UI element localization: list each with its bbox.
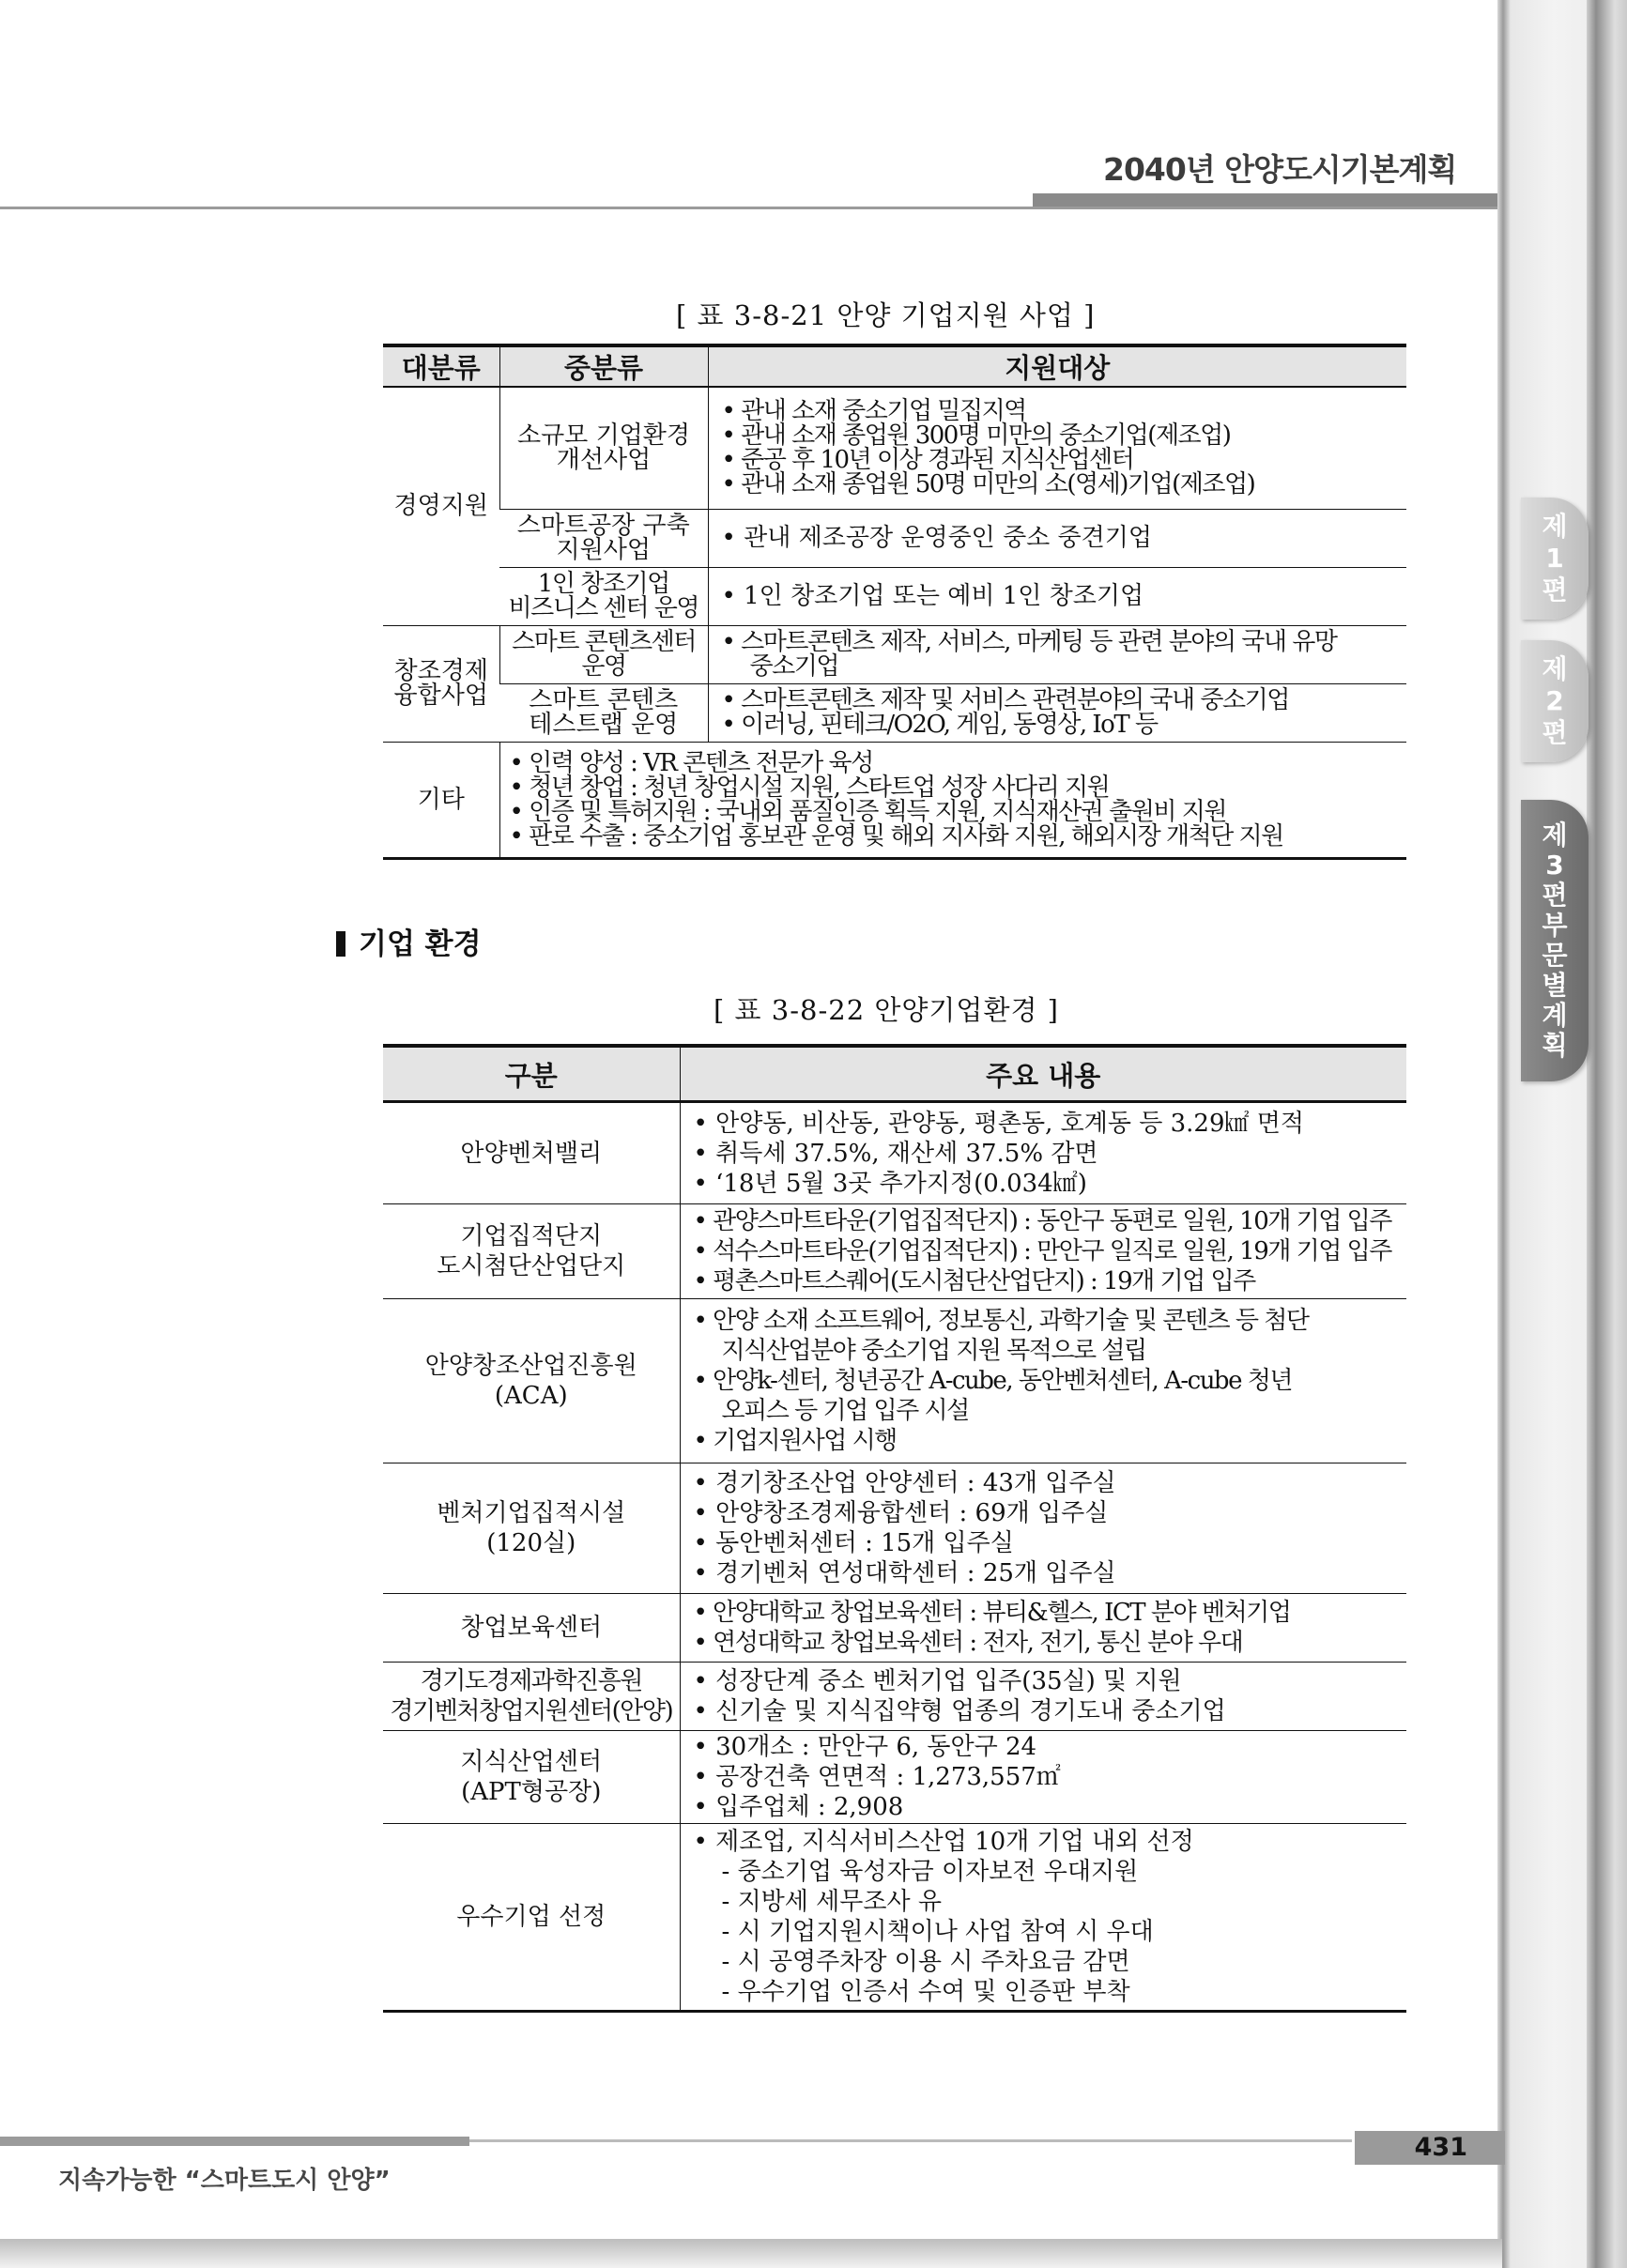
table-row [383,1663,1406,1731]
target-cell [708,683,1406,742]
table-row [383,1299,1406,1463]
table-row [383,1594,1406,1663]
side-tab-part-3[interactable]: 제 3 편 부 문 별 계 획 [1521,800,1589,1081]
list-item: • 석수스마트타운(기업집적단지) : 만안구 일직로 일원, 19개 기업 입주 [694,1236,1402,1266]
category-cell: 경기도경제과학진흥원 경기벤처창업지원센터(안양) [383,1663,680,1731]
list-item: • 취득세 37.5%, 재산세 37.5% 감면 [694,1139,1402,1169]
list-item: • 공장건축 연면적 : 1,273,557㎡ [694,1762,1402,1792]
list-item: • 스마트콘텐츠 제작, 서비스, 마케팅 등 관련 분야의 국내 유망 [722,630,1402,654]
list-item: • 인증 및 특허지원 : 국내외 품질인증 획득 지원, 지식재산권 출원비 지원 [510,800,1402,824]
list-item: • 경기벤처 연성대학센터 : 25개 입주실 [694,1558,1402,1588]
list-item: • ‘18년 5월 3곳 추가지정(0.034㎢) [694,1169,1402,1199]
list-item: • 인력 양성 : VR 콘텐츠 전문가 육성 [510,751,1402,775]
list-item: • 관내 제조공장 운영중인 중소 중견기업 [722,526,1402,550]
table1-caption: [ 표 3-8-21 안양 기업지원 사업 ] [676,299,1096,331]
category-cell: 창업보육센터 [383,1594,680,1663]
content-cell [680,1102,1406,1204]
content-cell [680,1594,1406,1663]
list-item: • 제조업, 지식서비스산업 10개 기업 내외 선정 [694,1827,1402,1857]
footer-rule-thick [0,2137,469,2146]
list-item-continuation: 중소기업 [749,652,838,681]
sub-item: - 시 기업지원시책이나 사업 참여 시 우대 [694,1917,1402,1947]
list-item: • 스마트콘텐츠 제작 및 서비스 관련분야의 국내 중소기업 [722,688,1402,713]
col-header-target: 지원대상 [708,345,1406,387]
sub-item: - 중소기업 육성자금 이자보전 우대지원 [694,1857,1402,1887]
list-item: • 신기술 및 지식집약형 업종의 경기도내 중소기업 [694,1696,1402,1726]
list-item: • 관내 소재 종업원 50명 미만의 소(영세)기업(제조업) [722,472,1402,497]
col-header-content: 주요 내용 [680,1046,1406,1102]
list-item: • 1인 창조기업 또는 예비 1인 창조기업 [722,584,1402,608]
content-cell [680,1731,1406,1824]
table-row [383,1463,1406,1594]
sub-item: - 시 공영주차장 이용 시 주차요금 감면 [694,1947,1402,1977]
footer-rule [469,2139,1352,2142]
list-item: • 관양스마트타운(기업집적단지) : 동안구 동편로 일원, 10개 기업 입주 [694,1206,1402,1236]
table-header-row [383,1046,1406,1102]
list-item: • 입주업체 : 2,908 [694,1792,1402,1822]
mid-cell: 스마트공장 구축 지원사업 [499,509,708,567]
mid-cell: 스마트 콘텐츠 테스트랩 운영 [499,683,708,742]
col-header-major: 대분류 [383,345,499,387]
list-item: • 연성대학교 창업보육센터 : 전자, 전기, 통신 분야 우대 [694,1628,1402,1658]
sub-item: - 우수기업 인증서 수여 및 인증판 부착 [694,1977,1402,2007]
group-cell: 경영지원 [383,387,499,625]
page-edge-shadow [1587,0,1627,2268]
section-heading-text: 기업 환경 [359,927,482,961]
table-business-environment [383,1044,1406,2013]
list-item: • 동안벤처센터 : 15개 입주실 [694,1528,1402,1558]
list-item: • 기업지원사업 시행 [694,1426,1402,1456]
list-item: • 성장단계 중소 벤처기업 입주(35실) 및 지원 [694,1666,1402,1696]
target-cell [708,387,1406,509]
mid-cell: 소규모 기업환경 개선사업 [499,387,708,509]
list-item: • 준공 후 10년 이상 경과된 지식산업센터 [722,448,1402,472]
list-item-continuation: 오피스 등 기업 입주 시설 [721,1397,969,1425]
list-item: • 안양창조경제융합센터 : 69개 입주실 [694,1498,1402,1528]
content-cell [680,1824,1406,2012]
col-header-category: 구분 [383,1046,680,1102]
page-number: 431 [1355,2131,1505,2165]
target-cell [708,567,1406,625]
target-cell [708,509,1406,567]
list-item: • 관내 소재 중소기업 밀집지역 [722,399,1402,423]
list-item: • 판로 수출 : 중소기업 홍보관 운영 및 해외 지사화 지원, 해외시장 개척단 지원 [510,824,1402,849]
mid-cell: 스마트 콘텐츠센터 운영 [499,625,708,683]
table-row [383,1204,1406,1299]
list-item: • 평촌스마트스퀘어(도시첨단산업단지) : 19개 기업 입주 [694,1266,1402,1296]
category-cell: 기업집적단지 도시첨단산업단지 [383,1204,680,1299]
target-cell [499,742,1406,858]
table-row [383,1102,1406,1204]
table-row [383,1731,1406,1824]
content-cell [680,1204,1406,1299]
content-cell [680,1463,1406,1594]
table-row [383,683,1406,742]
table-row [383,625,1406,683]
header-title: 2040년 안양도시기본계획 [1103,151,1457,188]
content-cell [680,1299,1406,1463]
list-item: • 관내 소재 종업원 300명 미만의 중소기업(제조업) [722,423,1402,448]
list-item: • 이러닝, 핀테크/O2O, 게임, 동영상, IoT 등 [722,713,1402,737]
list-item: • 안양 소재 소프트웨어, 정보통신, 과학기술 및 콘텐츠 등 첨단 [694,1306,1402,1336]
table-row [383,509,1406,567]
content-cell [680,1663,1406,1731]
list-item: • 안양대학교 창업보육센터 : 뷰티&헬스, ICT 분야 벤처기업 [694,1598,1402,1628]
group-cell: 기타 [383,742,499,858]
table-row [383,1824,1406,2012]
table-row [383,387,1406,509]
table-row [383,567,1406,625]
section-heading [336,920,482,962]
header-rule-thick [1033,193,1497,207]
list-item: • 안양동, 비산동, 관양동, 평촌동, 호계동 등 3.29㎢ 면적 [694,1109,1402,1139]
category-cell: 지식산업센터 (APT형공장) [383,1731,680,1824]
header-rule [0,207,1497,209]
table-row [383,742,1406,858]
footer-slogan: 지속가능한 “스마트도시 안양” [58,2167,391,2195]
table-header-row [383,345,1406,387]
category-cell: 안양창조산업진흥원 (ACA) [383,1299,680,1463]
target-cell [708,625,1406,683]
side-tab-part-2[interactable]: 제 2 편 [1521,640,1589,762]
sub-item: - 지방세 세무조사 유 [694,1887,1402,1917]
list-item: • 안양k-센터, 청년공간 A-cube, 동안벤처센터, A-cube 청년 [694,1366,1402,1396]
category-cell: 벤처기업집적시설 (120실) [383,1463,680,1594]
col-header-mid: 중분류 [499,345,708,387]
table-business-support [383,344,1406,860]
group-cell: 창조경제 융합사업 [383,625,499,742]
heading-bar-icon [336,931,345,957]
mid-cell: 1인 창조기업 비즈니스 센터 운영 [499,567,708,625]
category-cell: 우수기업 선정 [383,1824,680,2012]
list-item: • 경기창조산업 안양센터 : 43개 입주실 [694,1468,1402,1498]
list-item: • 청년 창업 : 청년 창업시설 지원, 스타트업 성장 사다리 지원 [510,775,1402,800]
page-bottom-shadow [0,2239,1502,2268]
side-tab-part-1[interactable]: 제 1 편 [1521,498,1589,620]
list-item: • 30개소 : 만안구 6, 동안구 24 [694,1732,1402,1762]
table2-caption: [ 표 3-8-22 안양기업환경 ] [714,994,1059,1026]
list-item-continuation: 지식산업분야 중소기업 지원 목적으로 설립 [721,1337,1146,1365]
category-cell: 안양벤처밸리 [383,1102,680,1204]
